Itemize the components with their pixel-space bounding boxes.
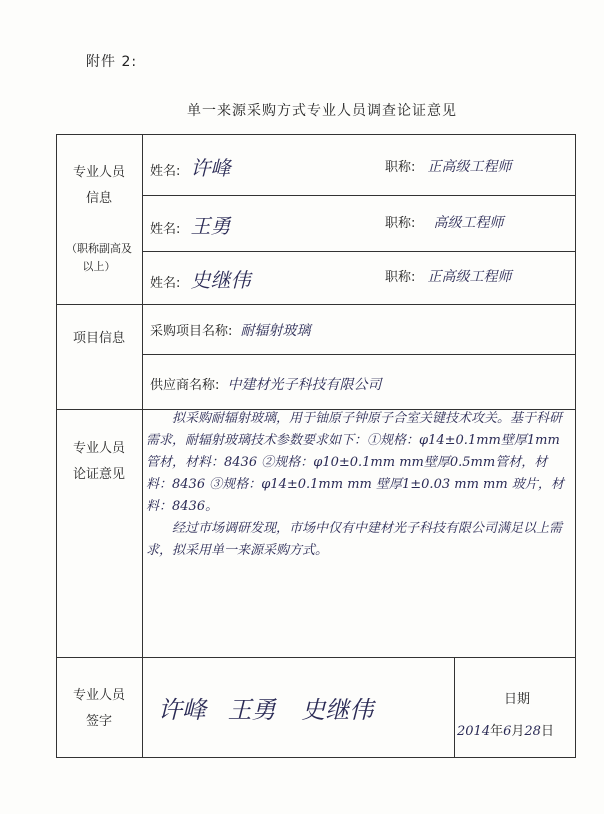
opinion-paragraph: 经过市场调研发现，市场中仅有中建材光子科技有限公司满足以上需求，拟采用单一来源采购方式。	[146, 521, 563, 558]
project-name-label: 采购项目名称:	[150, 324, 233, 339]
table-divider	[56, 304, 576, 305]
expert-info-label-line1: 专业人员	[72, 165, 125, 180]
expert-row-2	[150, 210, 231, 239]
signature-label-line1: 专业人员	[72, 688, 125, 703]
opinion-paragraph: 拟采购耐辐射玻璃，用于铀原子钟原子合室关键技术攻关。基于科研需求，耐辐射玻璃技术参数要求如下：①规格：φ14±0.1mm壁厚1mm管材，材料：8436 ②规格：φ10±0.1mm mm壁厚0.5mm管材，材料：8436 ③规格：φ14±0.1mm mm 壁厚1±0.03 mm mm 玻片，材料：8436。	[146, 411, 564, 514]
expert-row-1	[150, 152, 231, 181]
signature-label-line2: 签字	[85, 714, 112, 729]
date-day-unit: 日	[540, 724, 554, 739]
project-info-label: 项目信息	[72, 331, 125, 346]
table-border-top	[56, 134, 576, 135]
row-divider	[142, 354, 576, 355]
expert-title: 正高级工程师	[427, 159, 512, 175]
opinion-label	[56, 436, 142, 488]
expert-title-2	[385, 212, 504, 232]
table-divider	[56, 657, 576, 658]
signature-label	[56, 683, 142, 735]
supplier-label: 供应商名称:	[150, 378, 220, 393]
table-border-bottom	[56, 757, 576, 758]
attachment-label: 附件 2:	[86, 54, 138, 70]
name-label: 姓名:	[150, 222, 181, 237]
project-name-row	[150, 320, 311, 340]
opinion-body	[146, 408, 570, 562]
expert-title: 正高级工程师	[427, 269, 512, 285]
signature-item: 许峰	[158, 696, 206, 724]
date-value	[457, 720, 554, 739]
label-column-divider	[142, 134, 143, 758]
expert-name: 王勇	[190, 214, 231, 238]
supplier-value: 中建材光子科技有限公司	[227, 377, 382, 393]
expert-name: 许峰	[190, 156, 231, 180]
expert-row-3	[150, 264, 251, 293]
date-year-unit: 年	[490, 724, 504, 739]
signatures	[158, 690, 373, 725]
row-divider	[142, 251, 576, 252]
project-name-value: 耐辐射玻璃	[240, 323, 311, 339]
date-day: 28	[524, 724, 541, 739]
supplier-row	[150, 374, 382, 394]
expert-title-1	[385, 156, 512, 176]
signature-item: 史继伟	[301, 696, 374, 724]
date-label: 日期	[504, 692, 531, 707]
expert-name: 史继伟	[190, 268, 251, 292]
name-label: 姓名:	[150, 164, 181, 179]
opinion-label-line2: 论证意见	[72, 467, 125, 482]
page-title: 单一来源采购方式专业人员调查论证意见	[187, 103, 457, 119]
row-divider	[142, 195, 576, 196]
opinion-label-line1: 专业人员	[72, 441, 125, 456]
table-border-right	[575, 134, 576, 758]
expert-title-3	[385, 266, 512, 286]
expert-title: 高级工程师	[433, 215, 504, 231]
title-label: 职称:	[385, 216, 416, 231]
title-label: 职称:	[385, 160, 416, 175]
expert-info-label	[56, 160, 142, 212]
name-label: 姓名:	[150, 276, 181, 291]
date-month: 6	[503, 724, 512, 739]
expert-info-note: （职称副高及以上）	[66, 242, 132, 273]
date-month-unit: 月	[511, 724, 525, 739]
title-label: 职称:	[385, 270, 416, 285]
signature-item: 王勇	[227, 696, 276, 724]
date-column-divider	[454, 657, 455, 757]
date-year: 2014	[457, 724, 491, 739]
expert-info-label-line2: 信息	[85, 191, 112, 206]
